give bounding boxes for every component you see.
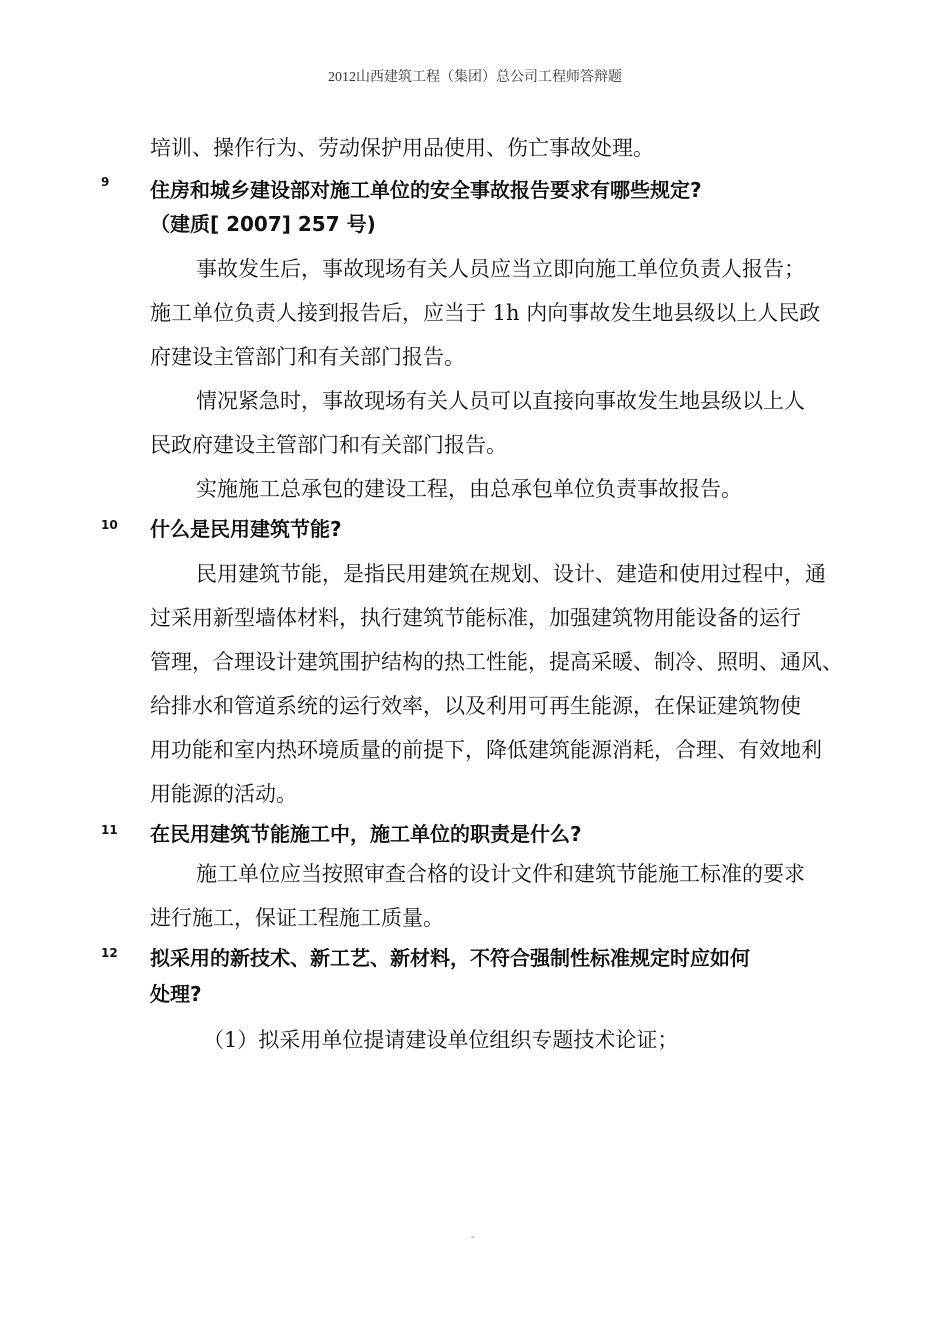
question-title: （建质[ 2007] 257 号) <box>150 212 376 236</box>
paragraph-line: 用功能和室内热环境质量的前提下，降低建筑能源消耗，合理、有效地利 <box>150 738 822 762</box>
paragraph-line: 管理，合理设计建筑围护结构的热工性能，提高采暖、制冷、照明、通风、 <box>150 650 843 674</box>
paragraph-line: （1）拟采用单位提请建设单位组织专题技术论证； <box>203 1028 679 1052</box>
paragraph-line: 给排水和管道系统的运行效率，以及利用可再生能源，在保证建筑物使 <box>150 694 801 718</box>
paragraph-line: 实施施工总承包的建设工程，由总承包单位负责事故报告。 <box>196 477 742 501</box>
paragraph-line: 事故发生后，事故现场有关人员应当立即向施工单位负责人报告； <box>196 257 805 281</box>
question-title: 在民用建筑节能施工中，施工单位的职责是什么? <box>150 822 582 846</box>
question-number: 10 <box>101 518 118 532</box>
paragraph-line: 进行施工，保证工程施工质量。 <box>150 906 444 930</box>
question-number: 12 <box>101 946 118 960</box>
page-header: 2012山西建筑工程（集团）总公司工程师答辩题 <box>328 70 622 85</box>
paragraph-line: 用能源的活动。 <box>150 782 297 806</box>
paragraph-line: 施工单位负责人接到报告后，应当于 1h 内向事故发生地县级以上人民政 <box>150 301 821 325</box>
question-title: 拟采用的新技术、新工艺、新材料，不符合强制性标准规定时应如何 <box>150 946 750 970</box>
paragraph-line: 施工单位应当按照审查合格的设计文件和建筑节能施工标准的要求 <box>196 862 805 886</box>
paragraph-line: 民政府建设主管部门和有关部门报告。 <box>150 433 507 457</box>
paragraph-line: 情况紧急时，事故现场有关人员可以直接向事故发生地县级以上人 <box>196 389 805 413</box>
paragraph-line: 府建设主管部门和有关部门报告。 <box>150 345 465 369</box>
paragraph-line: 民用建筑节能，是指民用建筑在规划、设计、建造和使用过程中，通 <box>196 562 826 586</box>
question-title: 住房和城乡建设部对施工单位的安全事故报告要求有哪些规定? <box>150 178 702 202</box>
question-number: 11 <box>101 823 118 837</box>
paragraph-line: 过采用新型墙体材料，执行建筑节能标准，加强建筑物用能设备的运行 <box>150 606 801 630</box>
question-number: 9 <box>101 175 110 189</box>
question-title: 什么是民用建筑节能? <box>150 517 342 541</box>
question-title: 处理? <box>150 982 202 1006</box>
page-footer-mark: - <box>471 1232 475 1243</box>
paragraph-line: 培训、操作行为、劳动保护用品使用、伤亡事故处理。 <box>150 136 654 160</box>
